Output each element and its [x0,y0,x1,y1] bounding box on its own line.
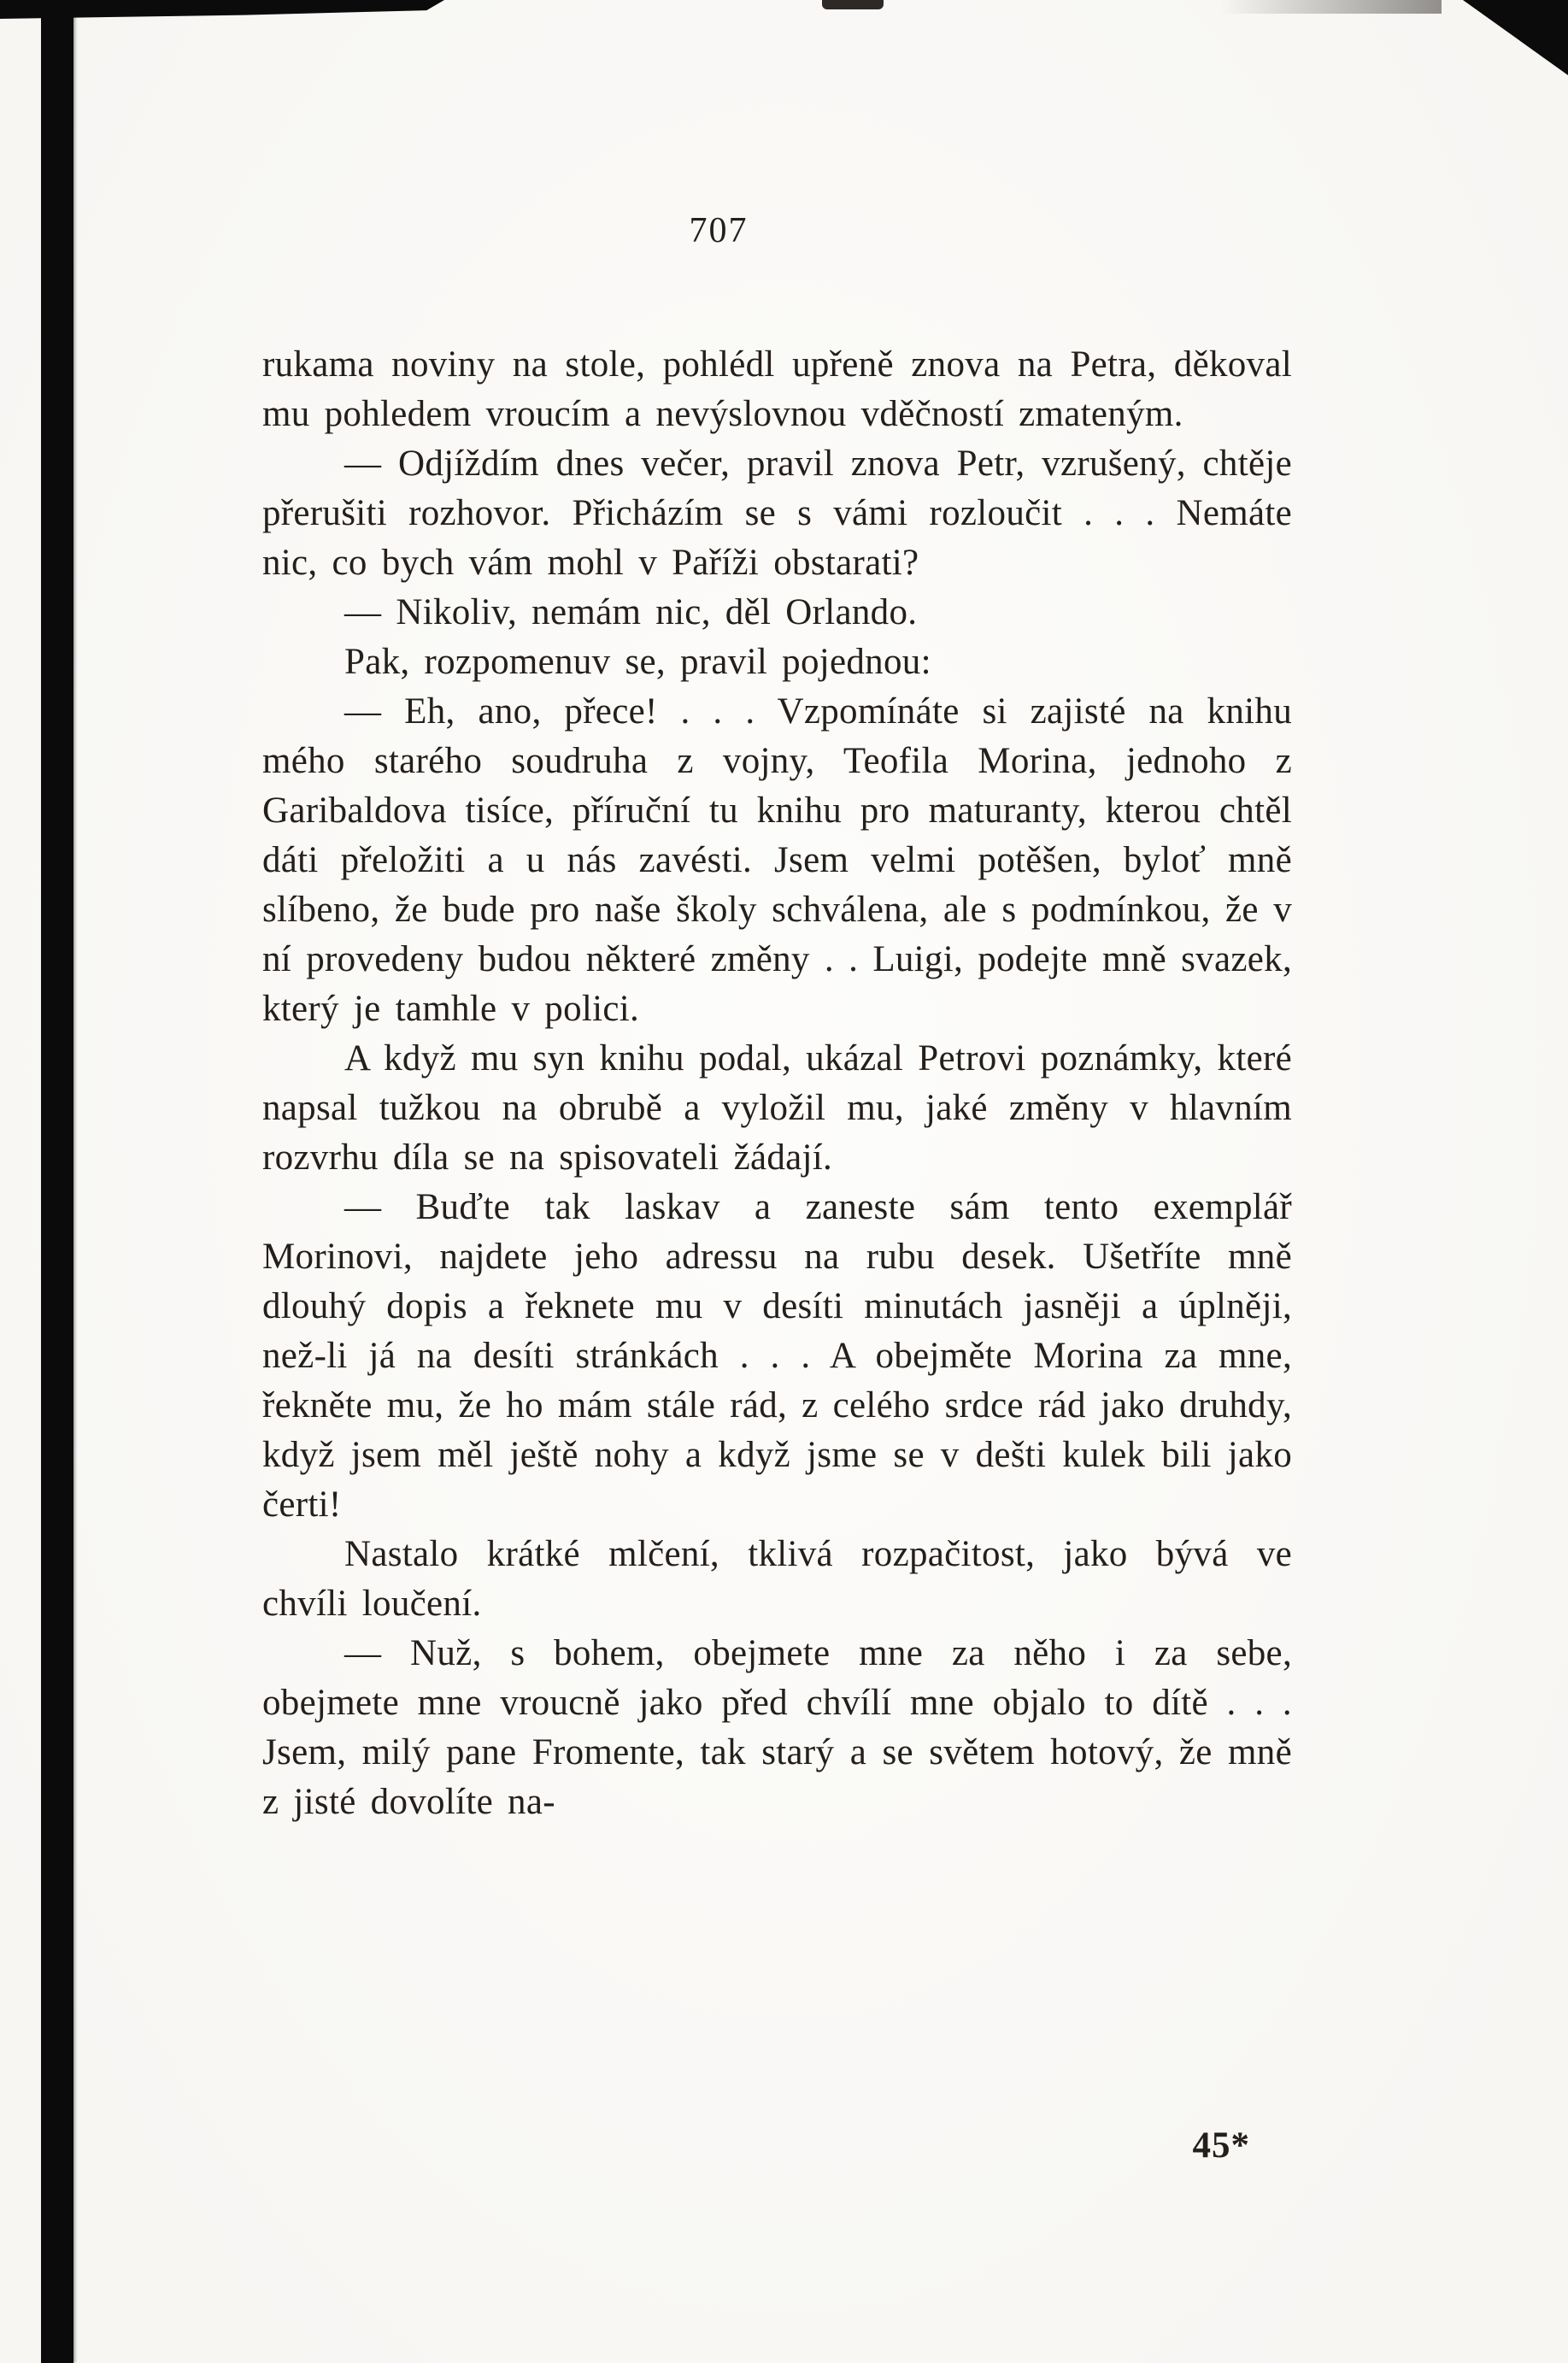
page-number: 707 [689,211,749,250]
scan-artifact-top-right-shade [1219,0,1442,14]
paragraph: — Buďte tak laskav a zaneste sám tento exemplář Morinovi, najdete jeho adressu na rubu desek. Ušetříte mně dlouhý dopis a řeknete mu v desíti minutách jasněji a úplněji, než-li já na desíti stránkách . . . A obejměte Morina za mne, řekněte mu, že ho mám stále rád, z celého srdce rád jako druhdy, když jsem měl ještě nohy a když jsme se v dešti kulek bili jako čerti! [262,1187,1292,1525]
paragraph: — Eh, ano, přece! . . . Vzpomínáte si zajisté na knihu mého starého soudruha z vojny, Teofila Morina, jednoho z Garibaldova tisíce, příruční tu knihu pro maturanty, kterou chtěl dáti přeložiti a u nás zavésti. Jsem velmi potěšen, byloť mně slíbeno, že bude pro naše školy schválena, ale s podmínkou, že v ní provedeny budou některé změny . . Luigi, podejte mně svazek, který je tamhle v polici. [262,691,1292,1029]
text-block [262,340,1292,1827]
scan-artifact-top-smudge [822,0,884,9]
scan-artifact-top-right-corner [1440,0,1568,75]
paragraph: Nastalo krátké mlčení, tklivá rozpačitost, jako bývá ve chvíli loučení. [262,1534,1292,1624]
scan-artifact-top-edge [0,0,444,19]
paragraph: rukama noviny na stole, pohlédl upřeně znova na Petra, děkoval mu pohledem vroucím a nevýslovnou vděčností zmateným. [262,344,1292,434]
paragraph: — Odjíždím dnes večer, pravil znova Petr, vzrušený, chtěje přerušiti rozhovor. Přicházím se s vámi rozloučit . . . Nemáte nic, co bych vám mohl v Paříži obstarati? [262,444,1292,583]
paragraph: — Nikoliv, nemám nic, děl Orlando. [344,592,918,632]
scan-artifact-left-edge [41,0,73,2363]
paragraph: — Nuž, s bohem, obejmete mne za něho i za sebe, obejmete mne vroucně jako před chvílí mne objalo to dítě . . . Jsem, milý pane Fromente, tak starý a se světem hotový, že mně z jisté dovolíte na- [262,1633,1292,1822]
paragraph: A když mu syn knihu podal, ukázal Petrovi poznámky, které napsal tužkou na obrubě a vyložil mu, jaké změny v hlavním rozvrhu díla se na spisovateli žádají. [262,1038,1292,1178]
signature-mark: 45* [1192,2125,1250,2166]
paragraph: Pak, rozpomenuv se, pravil pojednou: [344,642,931,682]
